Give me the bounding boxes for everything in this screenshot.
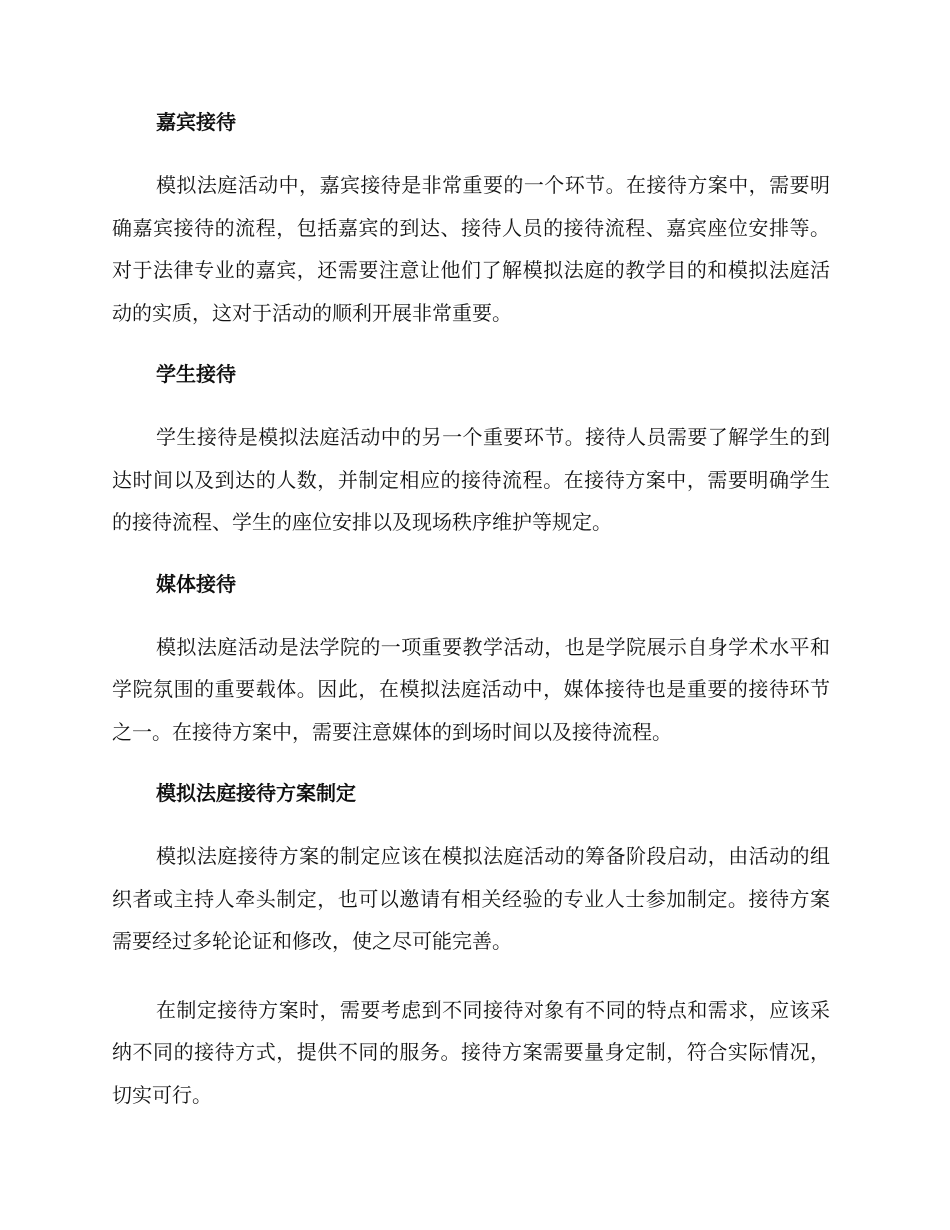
section-heading: 学生接待 <box>156 362 236 386</box>
section-heading: 模拟法庭接待方案制定 <box>156 781 356 805</box>
section-heading: 媒体接待 <box>156 571 236 596</box>
section-paragraph: 在制定接待方案时，需要考虑到不同接待对象有不同的特点和需求，应该采纳不同的接待方式，提供不同的服务。接待方案需要量身定制，符合实际情况，切实可行。 <box>112 997 830 1107</box>
section-paragraph: 模拟法庭活动中，嘉宾接待是非常重要的一个环节。在接待方案中，需要明确嘉宾接待的流程，包括嘉宾的到达、接待人员的接待流程、嘉宾座位安排等。对于法律专业的嘉宾，还需要注意让他们了解模拟法庭的教学目的和模拟法庭活动的实质，这对于活动的顺利开展非常重要。 <box>112 173 830 325</box>
document-page <box>112 108 830 1142</box>
section-paragraph: 学生接待是模拟法庭活动中的另一个重要环节。接待人员需要了解学生的到达时间以及到达的人数，并制定相应的接待流程。在接待方案中，需要明确学生的接待流程、学生的座位安排以及现场秩序维护等规定。 <box>112 425 830 534</box>
section-paragraph: 模拟法庭活动是法学院的一项重要教学活动，也是学院展示自身学术水平和学院氛围的重要载体。因此，在模拟法庭活动中，媒体接待也是重要的接待环节之一。在接待方案中，需要注意媒体的到场时间以及接待流程。 <box>112 634 830 744</box>
section-heading: 嘉宾接待 <box>156 110 236 134</box>
section-paragraph: 模拟法庭接待方案的制定应该在模拟法庭活动的筹备阶段启动，由活动的组织者或主持人牵头制定，也可以邀请有相关经验的专业人士参加制定。接待方案需要经过多轮论证和修改，使之尽可能完善。 <box>112 844 830 953</box>
